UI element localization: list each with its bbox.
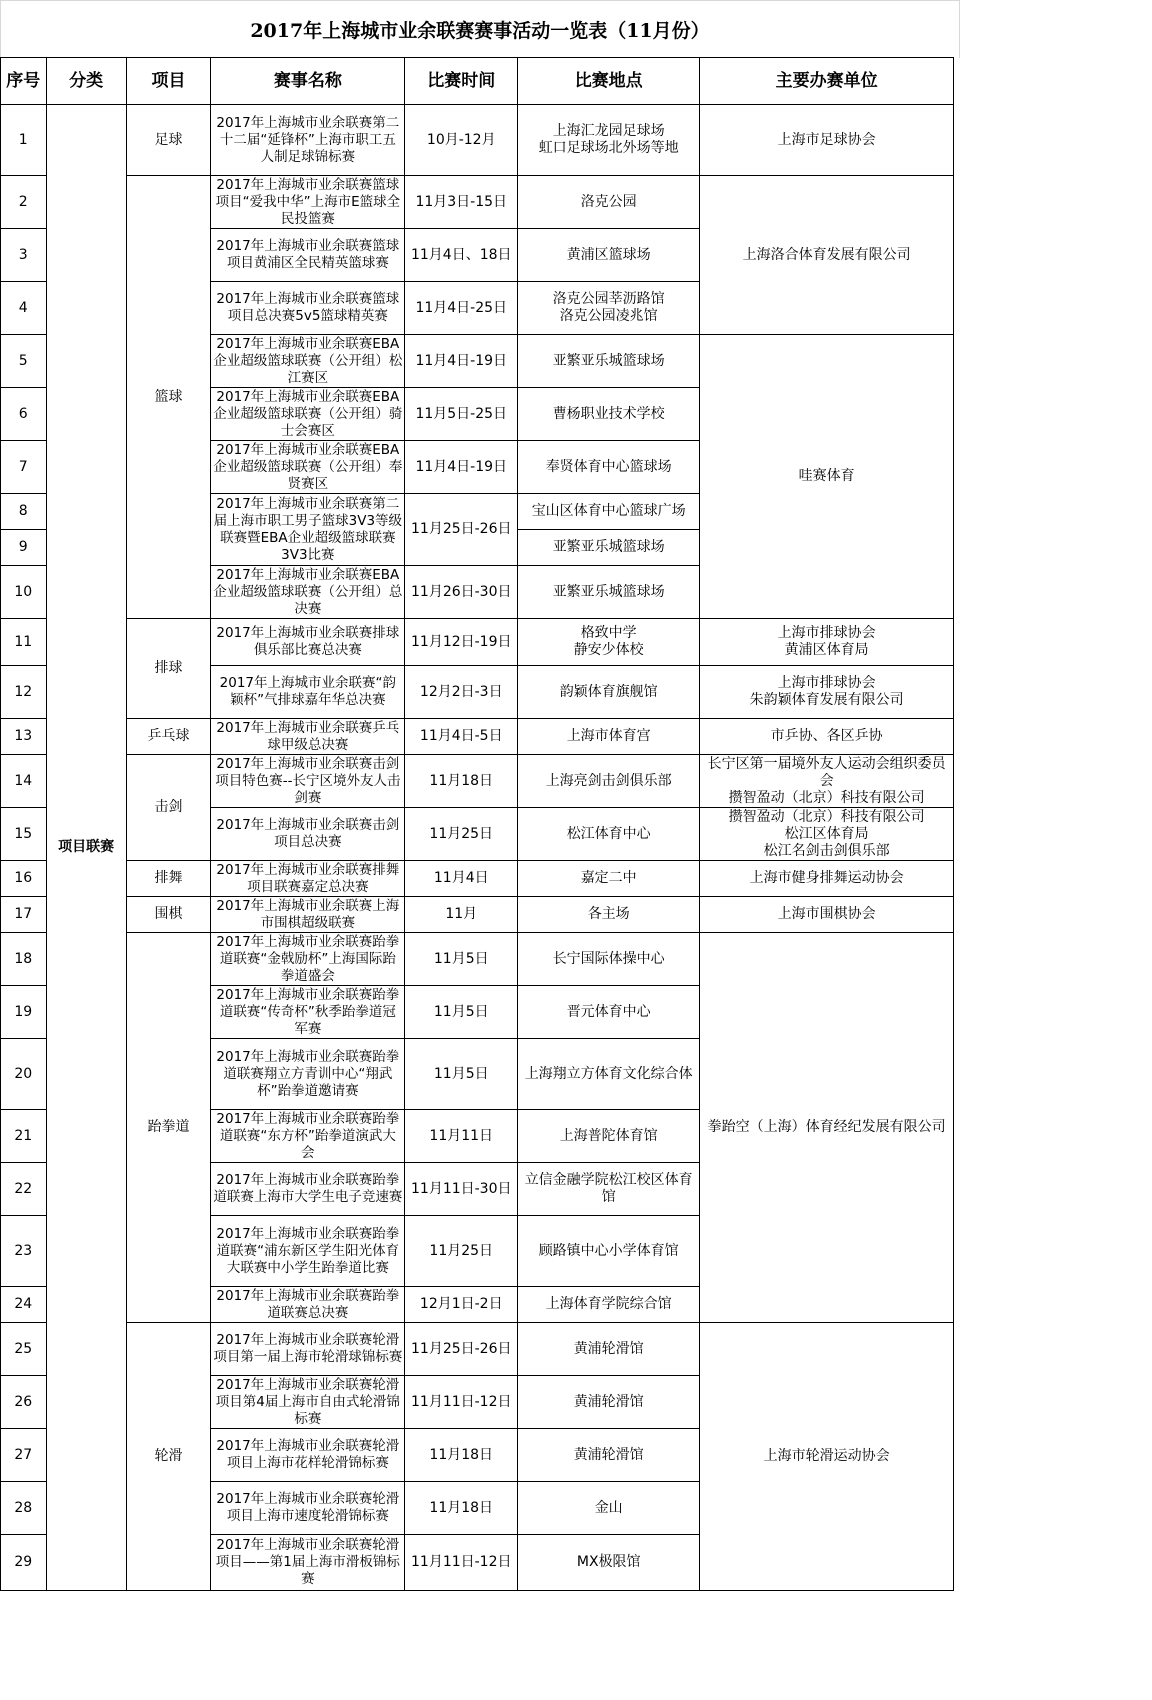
event-name: 2017年上海城市业余联赛跆拳道联赛“金戟励杯”上海国际跆拳道盛会 (211, 933, 405, 986)
table-row (1, 719, 954, 755)
event-venue: 洛克公园莘沥路馆 洛克公园凌兆馆 (518, 282, 700, 335)
row-no: 6 (1, 388, 47, 441)
event-venue: 洛克公园 (518, 176, 700, 229)
table-row (1, 861, 954, 897)
project-cell: 轮滑 (126, 1323, 211, 1591)
row-no: 1 (1, 105, 47, 176)
organizer-cell: 上海市健身排舞运动协会 (700, 861, 954, 897)
event-name: 2017年上海城市业余联赛EBA企业超级篮球联赛（公开组）总决赛 (211, 566, 405, 619)
event-time: 11月5日 (405, 1039, 518, 1110)
event-name: 2017年上海城市业余联赛跆拳道联赛总决赛 (211, 1287, 405, 1323)
header-venue: 比赛地点 (518, 58, 700, 105)
project-cell: 击剑 (126, 755, 211, 861)
organizer-cell: 哇赛体育 (700, 335, 954, 619)
event-time: 11月25日 (405, 808, 518, 861)
event-time: 11月18日 (405, 755, 518, 808)
project-cell: 乒乓球 (126, 719, 211, 755)
row-no: 24 (1, 1287, 47, 1323)
organizer-cell: 上海市围棋协会 (700, 897, 954, 933)
row-no: 26 (1, 1376, 47, 1429)
event-time: 11月18日 (405, 1429, 518, 1482)
row-no: 8 (1, 494, 47, 530)
event-time: 11月4日-5日 (405, 719, 518, 755)
event-name: 2017年上海城市业余联赛击剑项目特色赛--长宁区境外友人击剑赛 (211, 755, 405, 808)
row-no: 21 (1, 1110, 47, 1163)
event-time: 11月4日 (405, 861, 518, 897)
event-venue: 亚繁亚乐城篮球场 (518, 335, 700, 388)
event-venue: 顾路镇中心小学体育馆 (518, 1216, 700, 1287)
event-venue: 松江体育中心 (518, 808, 700, 861)
organizer-cell: 上海洛合体育发展有限公司 (700, 176, 954, 335)
event-name: 2017年上海城市业余联赛EBA企业超级篮球联赛（公开组）奉贤赛区 (211, 441, 405, 494)
event-time: 11月5日 (405, 933, 518, 986)
table-row (1, 897, 954, 933)
event-name: 2017年上海城市业余联赛篮球项目总决赛5v5篮球精英赛 (211, 282, 405, 335)
event-venue: 长宁国际体操中心 (518, 933, 700, 986)
event-time: 12月2日-3日 (405, 666, 518, 719)
event-time: 11月4日-19日 (405, 335, 518, 388)
event-venue: 上海市体育宫 (518, 719, 700, 755)
sheet-title: 2017年上海城市业余联赛赛事活动一览表（11月份） (0, 0, 960, 58)
header-row (1, 58, 954, 105)
event-venue: 嘉定二中 (518, 861, 700, 897)
event-venue: 黄浦区篮球场 (518, 229, 700, 282)
table-row (1, 1323, 954, 1376)
event-venue: MX极限馆 (518, 1535, 700, 1591)
event-name: 2017年上海城市业余联赛轮滑项目——第1届上海市滑板锦标赛 (211, 1535, 405, 1591)
row-no: 3 (1, 229, 47, 282)
event-venue: 上海汇龙园足球场 虹口足球场北外场等地 (518, 105, 700, 176)
header-category: 分类 (46, 58, 126, 105)
table-row (1, 755, 954, 808)
event-name: 2017年上海城市业余联赛EBA企业超级篮球联赛（公开组）松江赛区 (211, 335, 405, 388)
event-name: 2017年上海城市业余联赛轮滑项目上海市速度轮滑锦标赛 (211, 1482, 405, 1535)
project-cell: 围棋 (126, 897, 211, 933)
row-no: 5 (1, 335, 47, 388)
organizer-cell: 上海市排球协会 朱韵颖体育发展有限公司 (700, 666, 954, 719)
row-no: 12 (1, 666, 47, 719)
event-venue: 黄浦轮滑馆 (518, 1323, 700, 1376)
event-time: 11月11日 (405, 1110, 518, 1163)
header-project: 项目 (126, 58, 211, 105)
event-time: 11月12日-19日 (405, 619, 518, 666)
event-time: 11月11日-12日 (405, 1535, 518, 1591)
event-name: 2017年上海城市业余联赛跆拳道联赛上海市大学生电子竞速赛 (211, 1163, 405, 1216)
header-event-name: 赛事名称 (211, 58, 405, 105)
row-no: 17 (1, 897, 47, 933)
event-venue: 亚繁亚乐城篮球场 (518, 566, 700, 619)
project-cell: 跆拳道 (126, 933, 211, 1323)
event-name: 2017年上海城市业余联赛第二十二届“延锋杯”上海市职工五人制足球锦标赛 (211, 105, 405, 176)
row-no: 16 (1, 861, 47, 897)
row-no: 13 (1, 719, 47, 755)
event-name: 2017年上海城市业余联赛乒乓球甲级总决赛 (211, 719, 405, 755)
event-time: 11月5日-25日 (405, 388, 518, 441)
row-no: 20 (1, 1039, 47, 1110)
event-venue: 韵颖体育旗舰馆 (518, 666, 700, 719)
event-venue: 上海亮剑击剑俱乐部 (518, 755, 700, 808)
event-name: 2017年上海城市业余联赛跆拳道联赛“浦东新区学生阳光体育大联赛中小学生跆拳道比赛 (211, 1216, 405, 1287)
row-no: 25 (1, 1323, 47, 1376)
row-no: 14 (1, 755, 47, 808)
event-time: 11月25日-26日 (405, 494, 518, 566)
event-time: 11月26日-30日 (405, 566, 518, 619)
row-no: 29 (1, 1535, 47, 1591)
project-cell: 足球 (126, 105, 211, 176)
event-venue: 上海普陀体育馆 (518, 1110, 700, 1163)
row-no: 11 (1, 619, 47, 666)
event-venue: 金山 (518, 1482, 700, 1535)
header-organizer: 主要办赛单位 (700, 58, 954, 105)
row-no: 10 (1, 566, 47, 619)
event-venue: 宝山区体育中心篮球广场 (518, 494, 700, 530)
event-venue: 曹杨职业技术学校 (518, 388, 700, 441)
event-time: 11月25日-26日 (405, 1323, 518, 1376)
row-no: 7 (1, 441, 47, 494)
project-cell: 排舞 (126, 861, 211, 897)
event-name: 2017年上海城市业余联赛轮滑项目第4届上海市自由式轮滑锦标赛 (211, 1376, 405, 1429)
event-venue: 各主场 (518, 897, 700, 933)
event-time: 11月 (405, 897, 518, 933)
row-no: 15 (1, 808, 47, 861)
event-name: 2017年上海城市业余联赛“韵颖杯”气排球嘉年华总决赛 (211, 666, 405, 719)
table-row (1, 933, 954, 986)
event-venue: 奉贤体育中心篮球场 (518, 441, 700, 494)
event-name: 2017年上海城市业余联赛排球俱乐部比赛总决赛 (211, 619, 405, 666)
row-no: 28 (1, 1482, 47, 1535)
organizer-cell: 攒智盈动（北京）科技有限公司 松江区体育局 松江名剑击剑俱乐部 (700, 808, 954, 861)
organizer-cell: 市乒协、各区乒协 (700, 719, 954, 755)
event-venue: 上海体育学院综合馆 (518, 1287, 700, 1323)
event-name: 2017年上海城市业余联赛第二届上海市职工男子篮球3V3等级联赛暨EBA企业超级篮球联赛3V3比赛 (211, 494, 405, 566)
event-venue: 上海翔立方体育文化综合体 (518, 1039, 700, 1110)
event-name: 2017年上海城市业余联赛跆拳道联赛“传奇杯”秋季跆拳道冠军赛 (211, 986, 405, 1039)
header-no: 序号 (1, 58, 47, 105)
event-time: 11月4日、18日 (405, 229, 518, 282)
event-time: 12月1日-2日 (405, 1287, 518, 1323)
event-name: 2017年上海城市业余联赛轮滑项目第一届上海市轮滑球锦标赛 (211, 1323, 405, 1376)
event-venue: 黄浦轮滑馆 (518, 1376, 700, 1429)
organizer-cell: 拳跆空（上海）体育经纪发展有限公司 (700, 933, 954, 1323)
project-cell: 篮球 (126, 176, 211, 619)
table-row (1, 619, 954, 666)
row-no: 4 (1, 282, 47, 335)
organizer-cell: 上海市排球协会 黄浦区体育局 (700, 619, 954, 666)
organizer-cell: 长宁区第一届境外友人运动会组织委员会 攒智盈动（北京）科技有限公司 (700, 755, 954, 808)
event-venue: 黄浦轮滑馆 (518, 1429, 700, 1482)
event-venue: 立信金融学院松江校区体育馆 (518, 1163, 700, 1216)
event-name: 2017年上海城市业余联赛篮球项目“爱我中华”上海市E篮球全民投篮赛 (211, 176, 405, 229)
category-cell: 项目联赛 (46, 105, 126, 1591)
organizer-cell: 上海市足球协会 (700, 105, 954, 176)
project-cell: 排球 (126, 619, 211, 719)
event-name: 2017年上海城市业余联赛跆拳道联赛“东方杯”跆拳道演武大会 (211, 1110, 405, 1163)
event-time: 10月-12月 (405, 105, 518, 176)
row-no: 27 (1, 1429, 47, 1482)
event-time: 11月11日-12日 (405, 1376, 518, 1429)
event-time: 11月25日 (405, 1216, 518, 1287)
event-name: 2017年上海城市业余联赛上海市围棋超级联赛 (211, 897, 405, 933)
event-time: 11月18日 (405, 1482, 518, 1535)
event-name: 2017年上海城市业余联赛EBA企业超级篮球联赛（公开组）骑士会赛区 (211, 388, 405, 441)
table-row (1, 176, 954, 229)
row-no: 22 (1, 1163, 47, 1216)
event-time: 11月5日 (405, 986, 518, 1039)
event-venue: 格致中学 静安少体校 (518, 619, 700, 666)
event-name: 2017年上海城市业余联赛跆拳道联赛翔立方青训中心“翔武杯”跆拳道邀请赛 (211, 1039, 405, 1110)
event-venue: 亚繁亚乐城篮球场 (518, 530, 700, 566)
organizer-cell: 上海市轮滑运动协会 (700, 1323, 954, 1591)
header-time: 比赛时间 (405, 58, 518, 105)
row-no: 2 (1, 176, 47, 229)
event-time: 11月4日-25日 (405, 282, 518, 335)
row-no: 18 (1, 933, 47, 986)
event-name: 2017年上海城市业余联赛排舞项目联赛嘉定总决赛 (211, 861, 405, 897)
event-name: 2017年上海城市业余联赛篮球项目黄浦区全民精英篮球赛 (211, 229, 405, 282)
row-no: 23 (1, 1216, 47, 1287)
row-no: 9 (1, 530, 47, 566)
event-time: 11月4日-19日 (405, 441, 518, 494)
event-table (0, 57, 954, 1591)
event-venue: 晋元体育中心 (518, 986, 700, 1039)
event-name: 2017年上海城市业余联赛击剑项目总决赛 (211, 808, 405, 861)
event-time: 11月11日-30日 (405, 1163, 518, 1216)
row-no: 19 (1, 986, 47, 1039)
event-name: 2017年上海城市业余联赛轮滑项目上海市花样轮滑锦标赛 (211, 1429, 405, 1482)
event-time: 11月3日-15日 (405, 176, 518, 229)
table-row (1, 105, 954, 176)
